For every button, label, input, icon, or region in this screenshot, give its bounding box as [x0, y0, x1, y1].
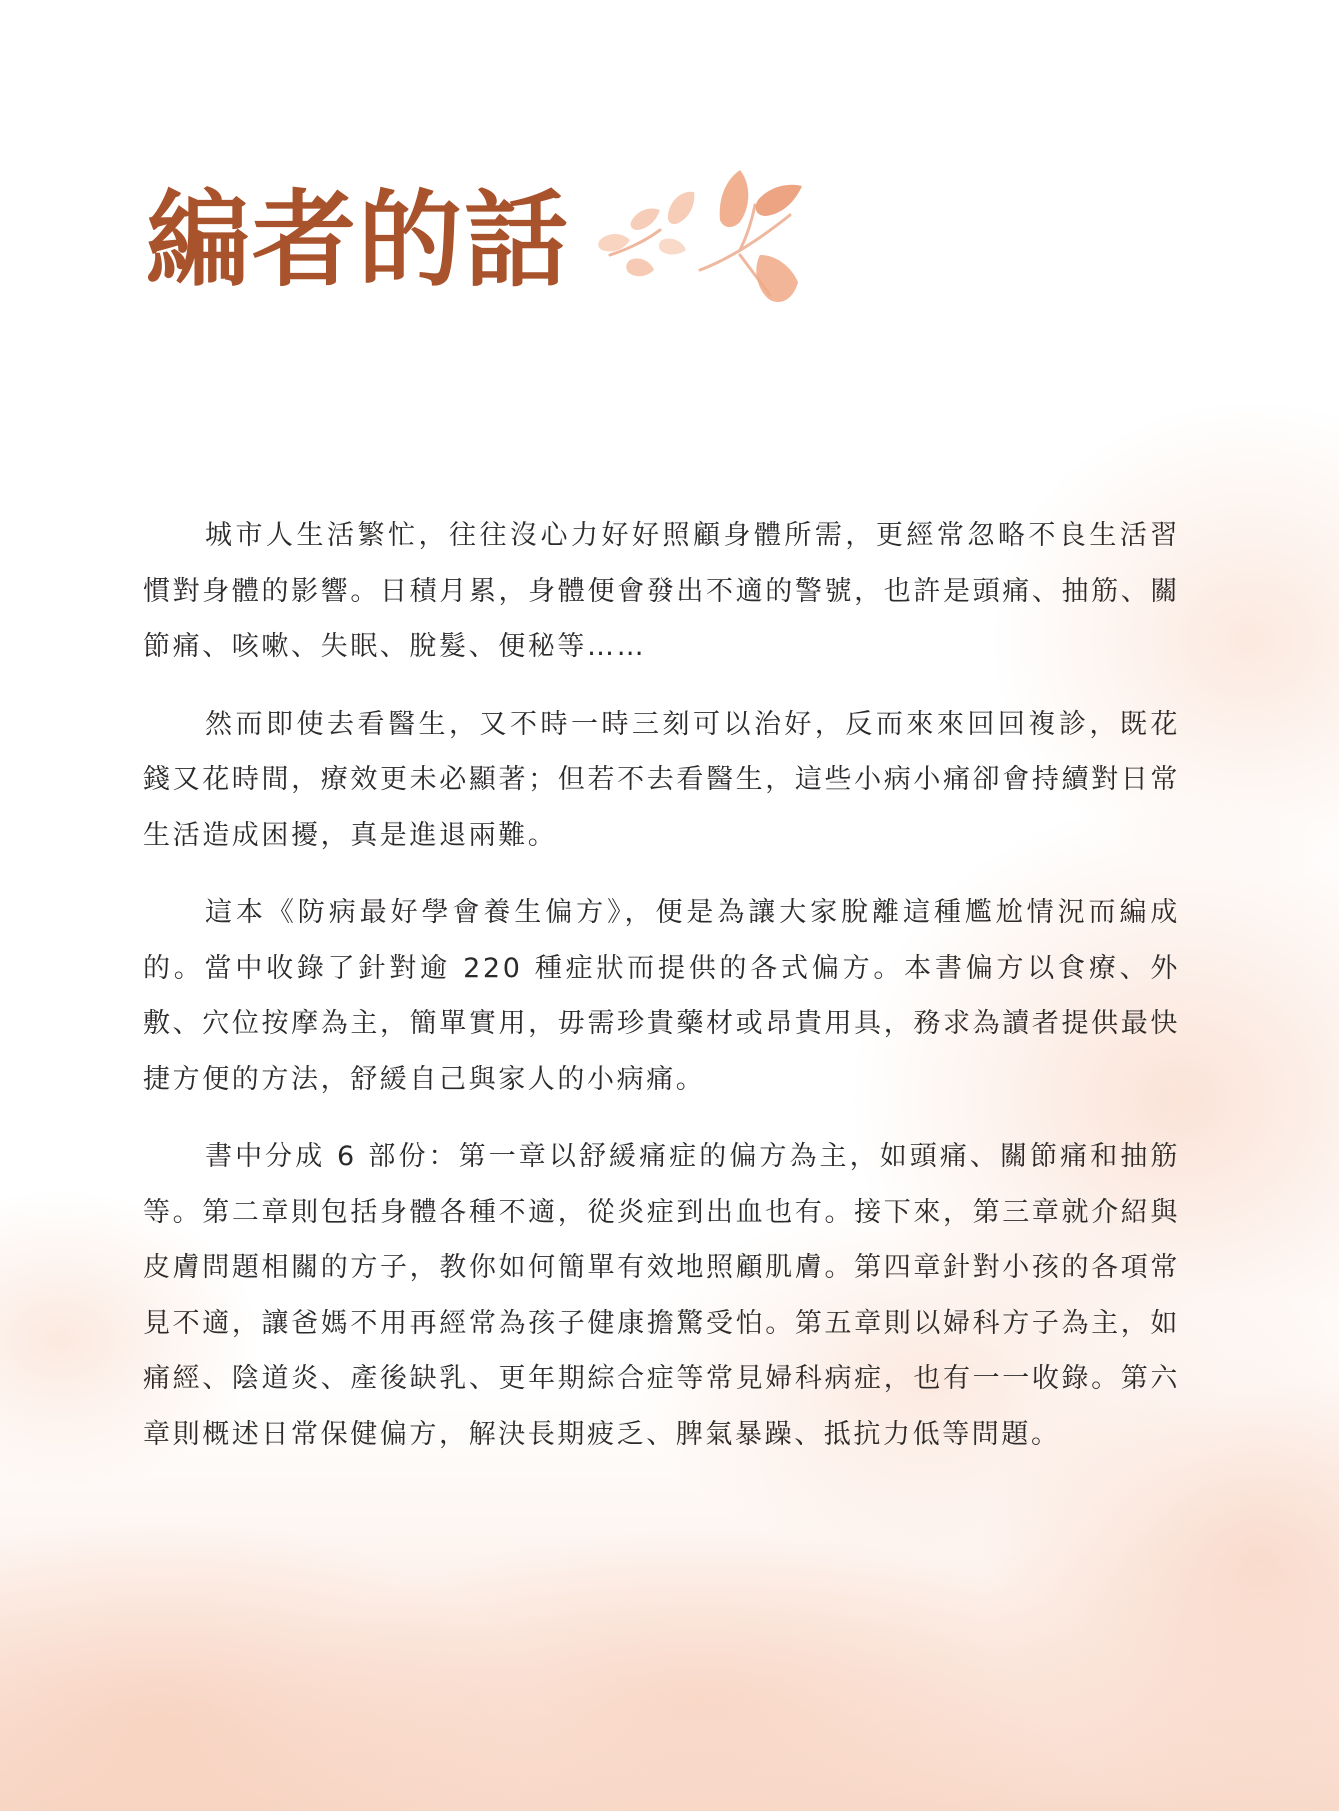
paragraph-3: 這本《防病最好學會養生偏方》，便是為讓大家脫離這種尷尬情況而編成的。當中收錄了針對逾 220 種症狀而提供的各式偏方。本書偏方以食療、外敷、穴位按摩為主，簡單實用，毋需珍貴藥材或昂貴用具，務求為讀者提供最快捷方便的方法，舒緩自己與家人的小病痛。: [143, 897, 1180, 1095]
body-text: [143, 508, 1180, 1484]
page-title: 編者的話: [146, 179, 571, 301]
heading-row: [146, 160, 846, 330]
paragraph-4: 書中分成 6 部份：第一章以舒緩痛症的偏方為主，如頭痛、關節痛和抽筋等。第二章則包括身體各種不適，從炎症到出血也有。接下來，第三章就介紹與皮膚問題相關的方子，教你如何簡單有效地照顧肌膚。第四章針對小孩的各項常見不適，讓爸媽不用再經常為孩子健康擔驚受怕。第五章則以婦科方子為主，如痛經、陰道炎、產後缺乳、更年期綜合症等常見婦科病症，也有一一收錄。第六章則概述日常保健偏方，解決長期疲乏、脾氣暴躁、抵抗力低等問題。: [143, 1141, 1180, 1450]
paragraph-1: 城市人生活繁忙，往往沒心力好好照顧身體所需，更經常忽略不良生活習慣對身體的影響。日積月累，身體便會發出不適的警號，也許是頭痛、抽筋、關節痛、咳嗽、失眠、脫髮、便秘等……: [143, 520, 1180, 662]
paragraph-2: 然而即使去看醫生，又不時一時三刻可以治好，反而來來回回複診，既花錢又花時間，療效更未必顯著；但若不去看醫生，這些小病小痛卻會持續對日常生活造成困擾，真是進退兩難。: [143, 708, 1180, 851]
watercolor-leaves-icon: [590, 160, 810, 330]
